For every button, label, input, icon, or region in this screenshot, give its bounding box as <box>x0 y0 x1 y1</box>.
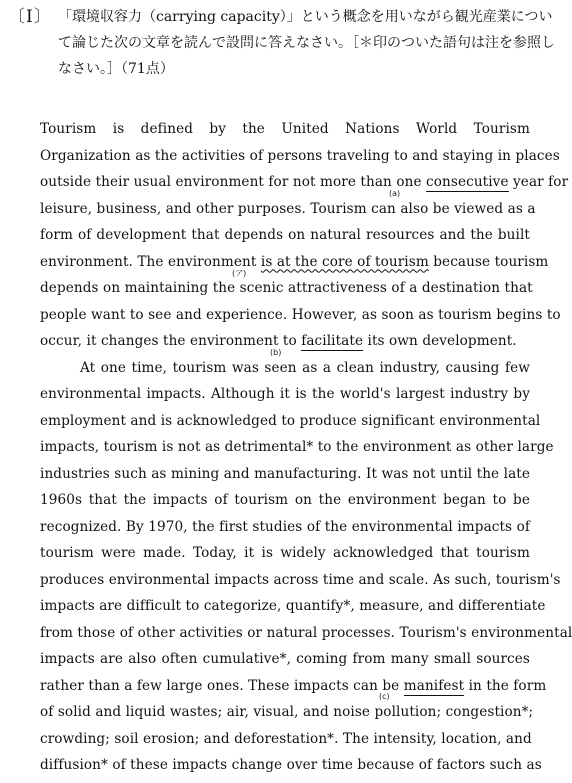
question-instruction-line-2: て論じた次の文章を読んで設問に答えなさい。［＊印のついた語句は注を参照し <box>58 35 555 51</box>
passage-line: from those of other activities or natural processes. Tourism's environmental <box>40 624 572 641</box>
passage-line: Tourism is defined by the United Nations World Tourism <box>40 121 530 137</box>
marker-a: (a) <box>389 189 401 198</box>
passage-line: crowding; soil erosion; and deforestation*. The intensity, location, and <box>40 730 532 747</box>
passage-line: 1960s that the impacts of tourism on the environment began to be <box>40 492 530 508</box>
passage-line: industries such as mining and manufacturing. It was not until the late <box>40 465 530 482</box>
passage-line: impacts, tourism is not as detrimental* to the environment as other large <box>40 439 554 455</box>
passage-line: people want to see and experience. However, as soon as tourism begins to <box>40 306 561 323</box>
wavy-underlined-phrase-a: is at the core of tourism <box>260 253 429 270</box>
passage-line: diffusion* of these impacts change over time because of factors such as <box>40 757 542 773</box>
underlined-term-a: consecutive <box>426 174 509 190</box>
passage-line: tourism were made. Today, it is widely acknowledged that tourism <box>40 545 530 561</box>
passage-line: environment. The environment is at the core of tourism because tourism <box>40 253 549 270</box>
passage-line: of solid and liquid wastes; air, visual, and noise pollution; congestion*; <box>40 704 534 720</box>
underlined-term-b: facilitate <box>301 333 364 349</box>
passage-line: impacts are also often cumulative*, coming from many small sources <box>40 651 530 667</box>
passage-line: Organization as the activities of persons traveling to and staying in places <box>40 147 560 164</box>
question-instruction-line-1: 〔Ⅰ〕 「環境収容力（carrying capacity）」という概念を用いながら観光産業につい <box>8 4 538 30</box>
reading-passage <box>40 116 572 779</box>
passage-line: At one time, tourism was seen as a clean industry, causing few <box>80 359 530 376</box>
passage-line: recognized. By 1970, the first studies of the environmental impacts of <box>40 518 530 535</box>
passage-line: environmental impacts. Although it is the world's largest industry by <box>40 386 530 402</box>
question-instruction-line-3: なさい。］（71点） <box>58 61 174 77</box>
passage-line: form of development that depends on natural resources and the built <box>40 227 530 243</box>
passage-line: employment and is acknowledged to produce significant environmental <box>40 412 541 429</box>
passage-line: outside their usual environment for not more than one consecutive year for <box>40 174 569 190</box>
passage-line: leisure, business, and other purposes. Tourism can also be viewed as a <box>40 200 536 217</box>
passage-line: rather than a few large ones. These impacts can be manifest in the form <box>40 677 547 694</box>
passage-line: depends on maintaining the scenic attractiveness of a destination that <box>40 280 533 296</box>
marker-ア: (ア) <box>232 269 247 278</box>
underlined-term-c: manifest <box>403 677 465 694</box>
passage-line: occur, it changes the environment to facilitate its own development. <box>40 333 517 349</box>
marker-c: (c) <box>379 692 390 701</box>
marker-b: (b) <box>270 348 282 357</box>
question-number: 〔Ⅰ〕 <box>8 7 52 27</box>
question-header <box>8 4 555 82</box>
passage-line: produces environmental impacts across time and scale. As such, tourism's <box>40 571 561 588</box>
passage-line: impacts are difficult to categorize, quantify*, measure, and differentiate <box>40 598 546 614</box>
